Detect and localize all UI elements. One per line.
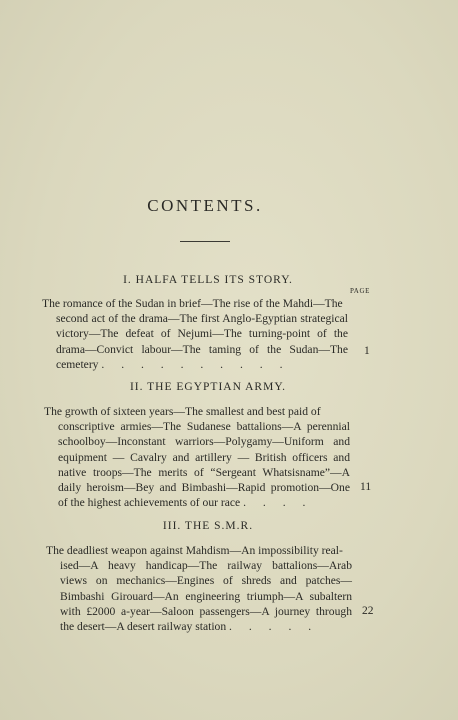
entry-continuation	[44, 419, 350, 510]
entry-continuation-text: conscriptive armies—The Sudanese battalions—A perennial schoolboy—Inconstant warriors—Polygamy—Uniform and equipment — Cavalry and artillery — British officers and native troops—The merits of “Sergeant Whatsisname”—A daily heroism—Bey and Bimbashi—Rapid promotion—One of the highest achievements of our race	[58, 420, 350, 510]
section-entry-2	[44, 404, 350, 510]
section-title-2: II. THE EGYPTIAN ARMY.	[129, 381, 287, 393]
entry-continuation	[46, 558, 352, 634]
entry-first-line: The growth of sixteen years—The smallest and best paid of	[44, 405, 321, 418]
page-number-2: 11	[360, 481, 372, 493]
page-number-3: 22	[362, 605, 374, 617]
section-title-3: III. THE S.M.R.	[162, 520, 254, 532]
entry-continuation-text: second act of the drama—The first Anglo-Egyptian strategical victory—The defeat of Nejumi—The turning-point of the drama—Convict labour—The taming of the Sudan—The cemetery	[56, 312, 348, 371]
entry-continuation-text: ised—A heavy handicap—The railway battalions—Arab views on mechanics—Engines of shreds and patches—Bimbashi Girouard—An engineering triumph—A subaltern with £2000 a-year—Saloon passengers—A journey through the desert—A desert railway station	[60, 559, 352, 634]
entry-first-line: The deadliest weapon against Mahdism—An impossibility real-	[46, 544, 343, 557]
leader-dots: . . . .	[243, 496, 313, 510]
page-column-label: PAGE	[349, 287, 370, 295]
heading-rule	[180, 241, 230, 242]
page-number-1: 1	[364, 345, 370, 357]
leader-dots: . . . . .	[229, 620, 319, 634]
section-entry-3	[46, 543, 352, 634]
contents-heading: CONTENTS.	[147, 196, 263, 215]
section-entry-1	[42, 296, 348, 372]
entry-first-line: The romance of the Sudan in brief—The rise of the Mahdi—The	[42, 297, 343, 310]
section-title-1: I. HALFA TELLS ITS STORY.	[123, 274, 293, 286]
leader-dots: . . . . . . . . . .	[101, 357, 290, 371]
entry-continuation	[42, 311, 348, 372]
